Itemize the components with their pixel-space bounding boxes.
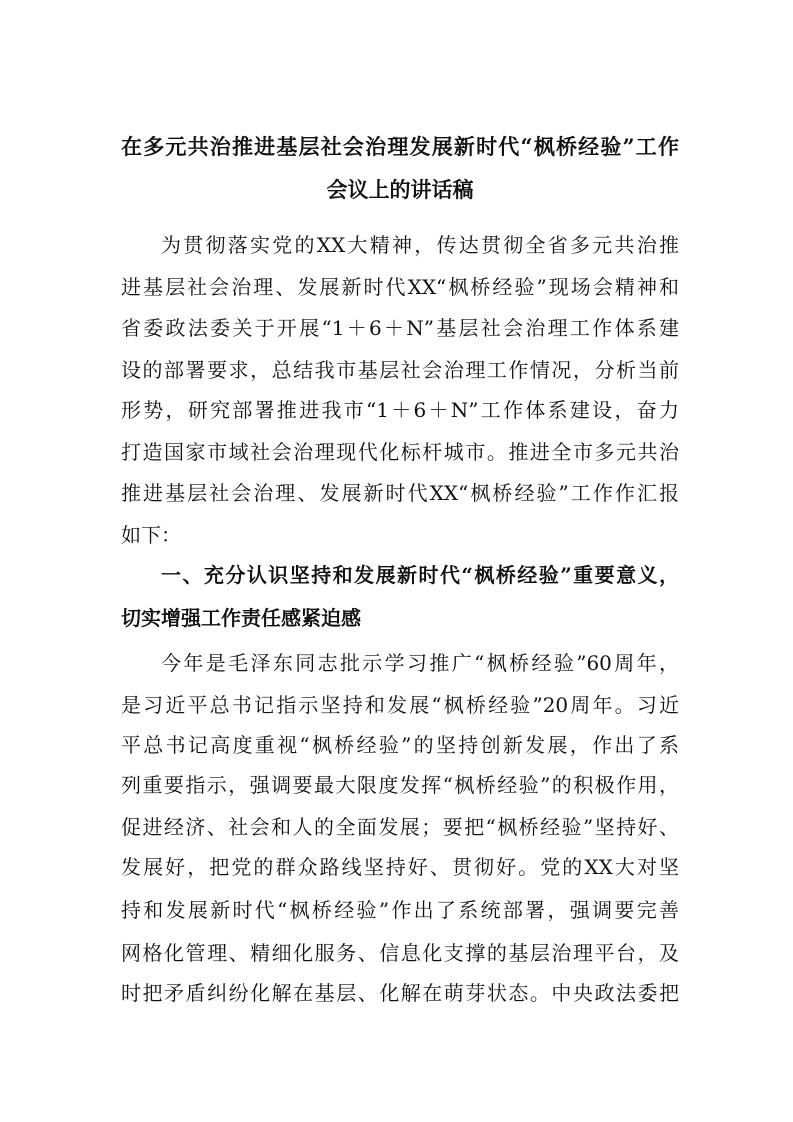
title-line-1: 在多元共治推进基层社会治理发展新时代“枫桥经验”工作 [121, 134, 679, 159]
paragraph1-line: 设的部署要求，总结我市基层社会治理工作情况，分析当前 [121, 358, 679, 382]
paragraph1-line: 如下： [121, 523, 181, 547]
paragraph1-line: 形势，研究部署推进我市“1＋6＋N”工作体系建设，奋力 [121, 398, 679, 422]
paragraph1-line: 进基层社会治理、发展新时代XX“枫桥经验”现场会精神和 [121, 275, 679, 299]
paragraph2-line: 促进经济、社会和人的全面发展；要把“枫桥经验”坚持好、 [121, 815, 679, 839]
paragraph1-line: 推进基层社会治理、发展新时代XX“枫桥经验”工作作汇报 [121, 481, 679, 505]
paragraph2-line: 网格化管理、精细化服务、信息化支撑的基层治理平台，及 [121, 941, 679, 965]
paragraph1-line: 省委政法委关于开展“1＋6＋N”基层社会治理工作体系建 [121, 316, 679, 340]
paragraph1-line: 打造国家市域社会治理现代化标杆城市。推进全市多元共治 [121, 440, 679, 464]
paragraph2-line: 平总书记高度重视“枫桥经验”的坚持创新发展，作出了系 [121, 733, 679, 757]
paragraph2-line: 今年是毛泽东同志批示学习推广“枫桥经验”60周年， [161, 651, 679, 675]
section-heading-line-2: 切实增强工作责任感紧迫感 [121, 606, 361, 630]
paragraph2-line: 列重要指示，强调要最大限度发挥“枫桥经验”的积极作用， [121, 773, 679, 797]
title-line-2: 会议上的讲话稿 [326, 177, 474, 202]
paragraph2-line: 是习近平总书记指示坚持和发展“枫桥经验”20周年。习近 [121, 693, 679, 717]
section-heading-line-1: 一、充分认识坚持和发展新时代“枫桥经验”重要意义， [161, 563, 679, 587]
paragraph2-line: 时把矛盾纠纷化解在基层、化解在萌芽状态。中央政法委把 [121, 981, 679, 1005]
paragraph1-line: 为贯彻落实党的XX大精神，传达贯彻全省多元共治推 [161, 233, 679, 257]
paragraph2-line: 发展好，把党的群众路线坚持好、贯彻好。党的XX大对坚 [121, 855, 679, 879]
paragraph2-line: 持和发展新时代“枫桥经验”作出了系统部署，强调要完善 [121, 898, 679, 922]
